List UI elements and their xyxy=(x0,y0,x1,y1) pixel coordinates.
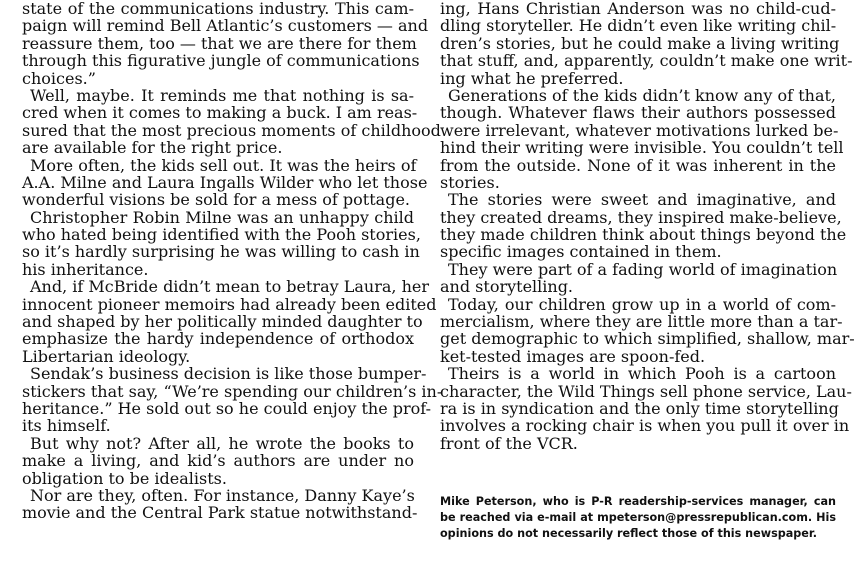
text-line: stories. xyxy=(440,172,500,192)
text-line: through this figurative jungle of communications xyxy=(22,51,420,71)
paragraph-start-line: Today, our children grow up in a world of com- xyxy=(448,294,836,314)
text-line: ket-tested images are spoon-fed. xyxy=(440,346,706,366)
text-line: and storytelling. xyxy=(440,277,574,297)
byline-line: Mike Peterson, who is P-R readership-services manager, can xyxy=(440,495,836,508)
text-line: specific images contained in them. xyxy=(440,242,722,262)
byline-line: be reached via e-mail at mpeterson@pressrepublican.com. His xyxy=(440,511,836,524)
paragraph-start-line: Well, maybe. It reminds me that nothing is sa- xyxy=(30,85,414,105)
text-line: innocent pioneer memoirs had already been edited xyxy=(22,294,437,314)
text-line: heritance.” He sold out so he could enjoy the prof- xyxy=(22,398,432,418)
text-line: his inheritance. xyxy=(22,259,149,279)
text-line: its himself. xyxy=(22,416,111,436)
paragraph-start-line: Nor are they, often. For instance, Danny Kaye’s xyxy=(30,485,415,505)
paragraph-start-line: Generations of the kids didn’t know any of that, xyxy=(448,85,836,105)
text-line: were irrelevant, whatever motivations lurked be- xyxy=(440,120,839,140)
text-line: are available for the right price. xyxy=(22,138,283,158)
byline-line: opinions do not necessarily reflect those of this newspaper. xyxy=(440,527,818,540)
author-byline xyxy=(440,494,836,542)
article-column-right xyxy=(440,0,855,453)
text-line: from the outside. None of it was inherent in the xyxy=(440,155,836,175)
paragraph-start-line: More often, the kids sell out. It was the heirs of xyxy=(30,155,417,175)
text-line: stickers that say, “We’re spending our children’s in- xyxy=(22,381,443,401)
text-line: sured that the most precious moments of childhood xyxy=(22,120,441,140)
text-line: ing what he preferred. xyxy=(440,68,624,88)
text-line: hind their writing were invisible. You couldn’t tell xyxy=(440,138,844,158)
text-line: mercialism, where they are little more than a tar- xyxy=(440,312,843,332)
text-line: make a living, and kid’s authors are under no xyxy=(22,451,414,471)
text-line: that stuff, and, apparently, couldn’t make one writ- xyxy=(440,51,853,71)
paragraph-start-line: Christopher Robin Milne was an unhappy child xyxy=(30,207,414,227)
text-line: state of the communications industry. This cam- xyxy=(22,0,414,18)
text-line: emphasize the hardy independence of orthodox xyxy=(22,329,414,349)
text-line: paign will remind Bell Atlantic’s customers — and xyxy=(22,16,429,36)
text-line: dren’s stories, but he could make a living writing xyxy=(440,33,840,53)
paragraph-start-line: Theirs is a world in which Pooh is a cartoon xyxy=(448,364,836,384)
paragraph-start-line: They were part of a fading world of imagination xyxy=(448,259,838,279)
text-line: Libertarian ideology. xyxy=(22,346,191,366)
paragraph-start-line: And, if McBride didn’t mean to betray Laura, her xyxy=(30,277,429,297)
text-line: though. Whatever flaws their authors possessed xyxy=(440,103,836,123)
text-line: cred when it comes to making a buck. I am reas- xyxy=(22,103,418,123)
paragraph-start-line: The stories were sweet and imaginative, and xyxy=(448,190,836,210)
text-line: obligation to be idealists. xyxy=(22,468,227,488)
text-line: involves a rocking chair is when you pull it over in xyxy=(440,416,850,436)
text-line: they created dreams, they inspired make-believe, xyxy=(440,207,842,227)
text-line: and shaped by her politically minded daughter to xyxy=(22,312,423,332)
text-line: who hated being identified with the Pooh stories, xyxy=(22,225,421,245)
text-line: get demographic to which simplified, shallow, mar- xyxy=(440,329,855,349)
text-line: front of the VCR. xyxy=(440,433,578,453)
text-line: choices.” xyxy=(22,68,96,88)
article-column-left xyxy=(22,0,443,523)
text-line: ing, Hans Christian Anderson was no child-cud- xyxy=(440,0,836,18)
text-line: so it’s hardly surprising he was willing to cash in xyxy=(22,242,420,262)
text-line: dling storyteller. He didn’t even like writing chil- xyxy=(440,16,837,36)
text-line: wonderful visions be sold for a mess of pottage. xyxy=(22,190,410,210)
text-line: they made children think about things beyond the xyxy=(440,225,847,245)
text-line: movie and the Central Park statue notwithstand- xyxy=(22,503,418,523)
text-line: A.A. Milne and Laura Ingalls Wilder who let those xyxy=(22,172,428,192)
text-line: ra is in syndication and the only time storytelling xyxy=(440,398,839,418)
paragraph-start-line: But why not? After all, he wrote the books to xyxy=(30,433,414,453)
paragraph-start-line: Sendak’s business decision is like those bumper- xyxy=(30,364,427,384)
text-line: character, the Wild Things sell phone service, Lau- xyxy=(440,381,852,401)
text-line: reassure them, too — that we are there for them xyxy=(22,33,417,53)
